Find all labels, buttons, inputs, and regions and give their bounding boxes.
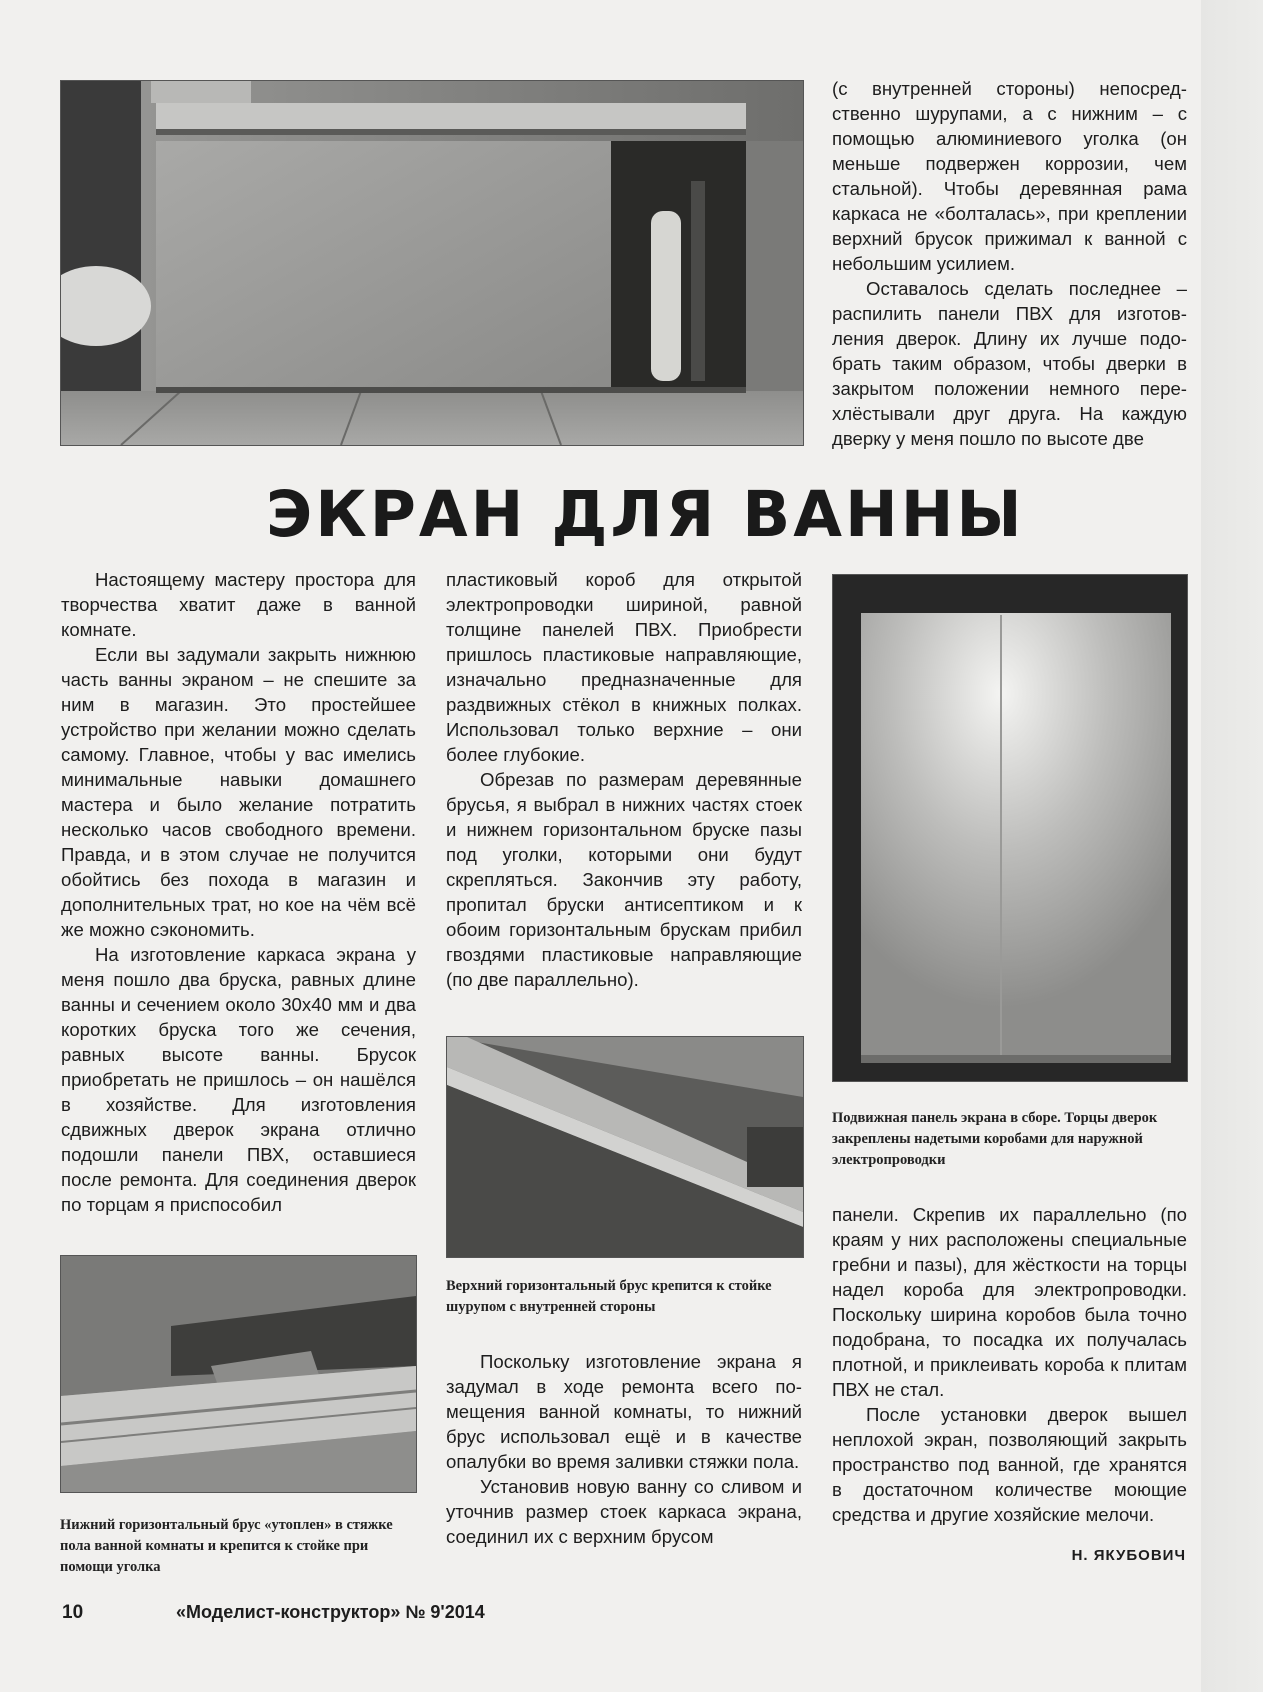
- paragraph: Обрезав по размерам деревянные брусья, я выбрал в нижних частях стоек и нижнем горизонтальном бруске пазы под уголки, которыми они будут скрепляться. Закончив эту работу, пропитал бруски антисептиком и к обоим горизонтальным брускам прибил гвоздями пластиковые направляющие (по две параллельно).: [446, 769, 802, 990]
- paragraph: панели. Скрепив их параллельно (по краям у них расположены специальные гребни и пазы), для жёсткости на торцы надел короба для электропроводки. Поскольку ширина коробов была точно подобрана, то посадка их получалась плотной, и приклеивать короба к плитам ПВХ не стал.: [832, 1204, 1187, 1400]
- paragraph: Поскольку изготовление экрана я задумал в ходе ремонта всего помещения ванной комнаты, то нижний брус использовал ещё и в качестве опалубки во время заливки стяжки пола.: [446, 1351, 802, 1472]
- middle-column: [446, 567, 802, 992]
- right-column-bottom: [832, 1202, 1187, 1527]
- right-column-top: [832, 76, 1187, 451]
- assembled-panel-photo: [832, 574, 1188, 1082]
- panel-photo-caption: Подвижная панель экрана в сборе. Торцы дверок закреплены надетыми коробами для наружной электропроводки: [832, 1110, 1158, 1168]
- upper-beam-caption: Верхний горизонтальный брус крепится к стойке шурупом с внутренней стороны: [446, 1278, 772, 1315]
- article-title: ЭКРАН ДЛЯ ВАННЫ: [266, 478, 1025, 551]
- lower-beam-photo: [60, 1255, 417, 1493]
- paragraph: Установив новую ванну со сливом и уточнив размер стоек каркаса экрана, соединил их с верхним брусом: [446, 1476, 802, 1547]
- left-column: [61, 567, 416, 1217]
- author: Н. ЯКУБОВИЧ: [1071, 1547, 1186, 1564]
- paragraph: После установки дверок вышел неплохой экран, позволяющий закрыть пространство под ванной, где хранятся в достаточном количестве моющие средства и другие хозяйские мелочи.: [832, 1404, 1187, 1525]
- paragraph: Настоящему мастеру простора для творчества хватит даже в ванной комнате.: [61, 569, 416, 640]
- upper-beam-photo: [446, 1036, 804, 1258]
- page-number: 10: [62, 1602, 84, 1623]
- paragraph: пластиковый короб для открытой электропроводки шириной, равной толщине панелей ПВХ. Приобрести пришлось пластиковые направляющие, изначально предназначенные для раздвижных стёкол в книжных полках. Использовал только верхние – они более глубокие.: [446, 569, 802, 765]
- middle-column-bottom: [446, 1349, 802, 1549]
- paragraph: (с внутренней стороны) непосредственно шурупами, а с нижним – с помощью алюминиевого уголка (он меньше подвержен коррозии, чем стальной). Чтобы деревянная рама каркаса не «болталась», при креплении верхний брусок прижимал к ванной с небольшим усилием.: [832, 78, 1187, 274]
- bathtub-screen-photo: [60, 80, 804, 446]
- page-edge: [1201, 0, 1263, 1692]
- paragraph: Оставалось сделать последнее – распилить панели ПВХ для изготовления дверок. Длину их лучше подобрать таким образом, чтобы дверки в закрытом положении немного перехлёстывали друг друга. На каждую дверку у меня пошло по высоте две: [832, 278, 1187, 449]
- lower-beam-caption: Нижний горизонтальный брус «утоплен» в стяжке пола ванной комнаты и крепится к стойке при помощи уголка: [60, 1517, 393, 1575]
- paragraph: На изготовление каркаса экрана у меня пошло два бруска, равных длине ванны и сечением около 30х40 мм и два коротких бруска того же сечения, равных высоте ванны. Брусок приобретать не пришлось – он нашёлся в хозяйстве. Для изготовления сдвижных дверок экрана отлично подошли панели ПВХ, оставшиеся после ремонта. Для соединения дверок по торцам я приспособил: [61, 944, 416, 1215]
- paragraph: Если вы задумали закрыть нижнюю часть ванны экраном – не спешите за ним в магазин. Это простейшее устройство при желании можно сделать самому. Главное, чтобы у вас имелись минимальные навыки домашнего мастера и было желание потратить несколько часов свободного времени. Правда, и в этом случае не получится обойтись без похода в магазин и дополнительных трат, но кое на чём всё же можно сэкономить.: [61, 644, 416, 940]
- magazine-name: «Моделист-конструктор» № 9'2014: [176, 1602, 485, 1622]
